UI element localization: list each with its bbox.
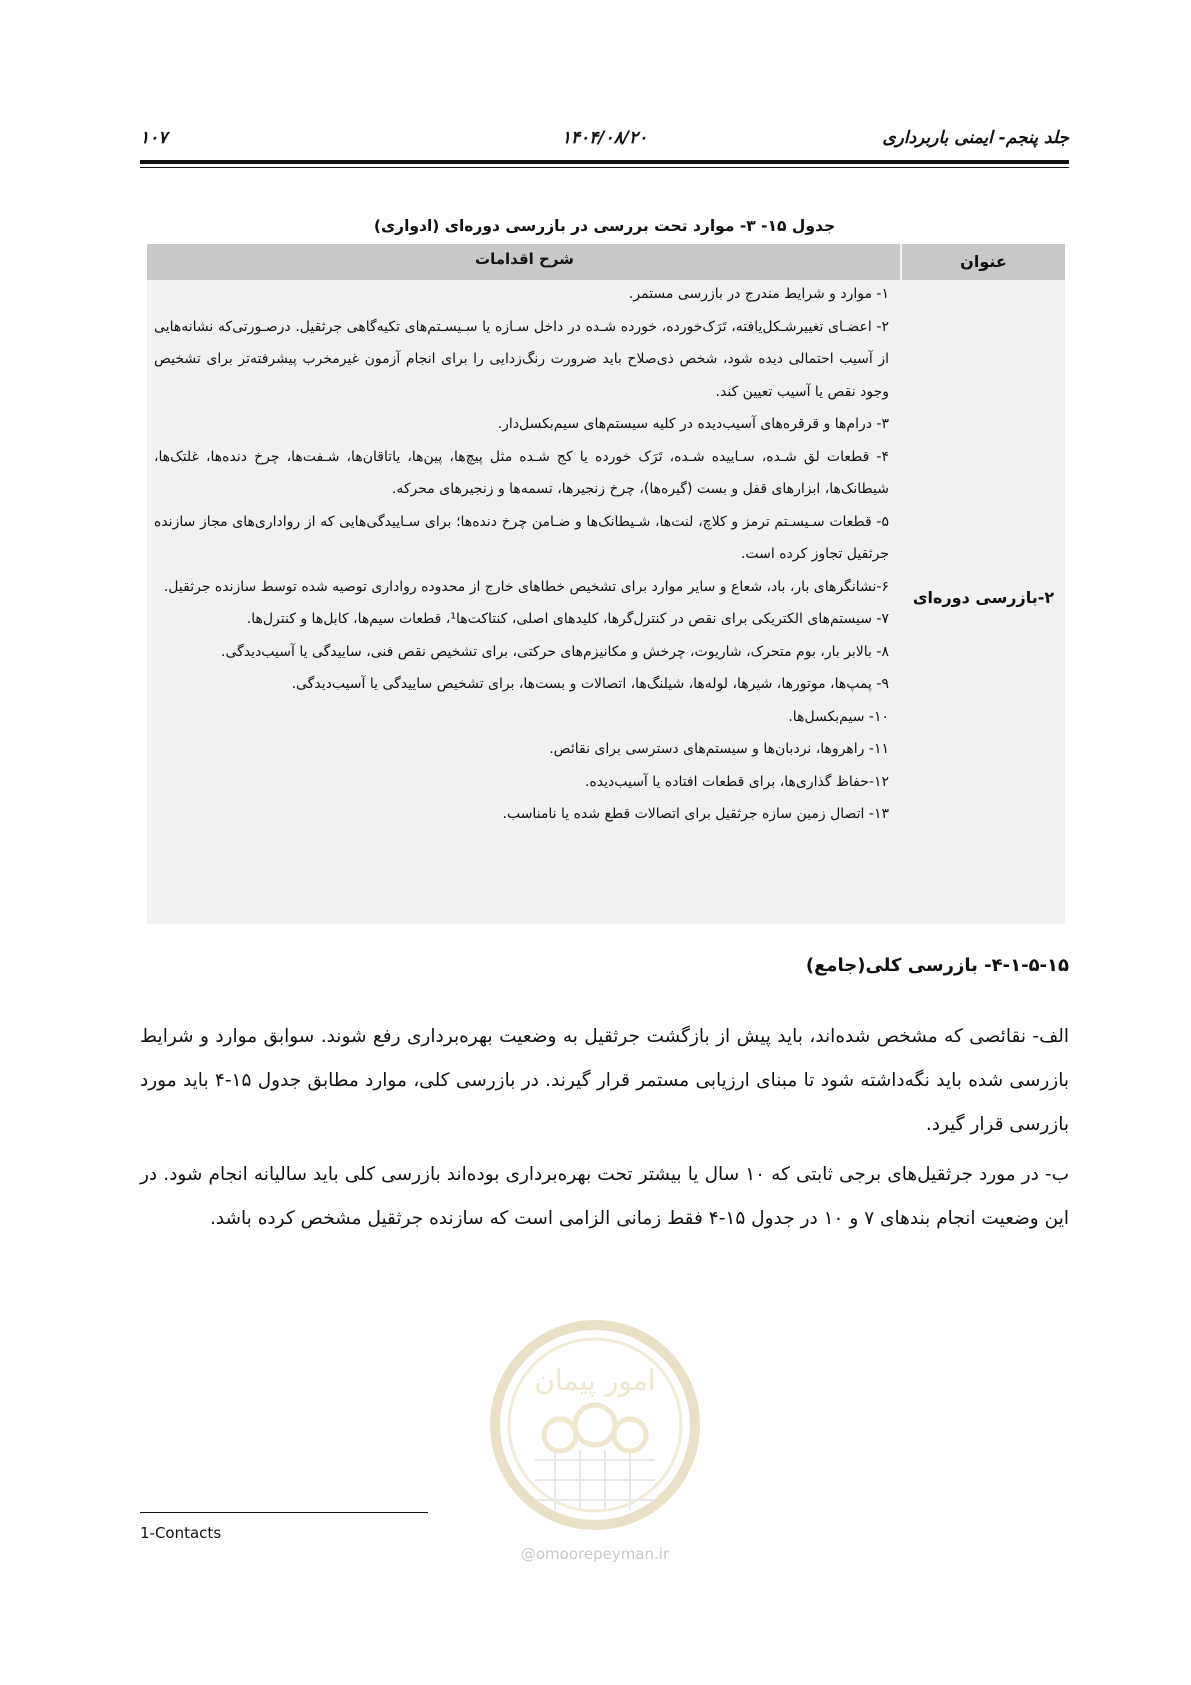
paragraph: الف- نقائصی که مشخص شده‌اند، باید پیش از بازگشت جرثقیل به وضعیت بهره‌برداری رفع شوند. سوابق موارد و شرایط بازرسی شده باید نگه‌داشته شود تا مبنای ارزیابی مستمر قرار گیرند. در بازرسی کلی، موارد مطابق جدول ۱۵-۴ باید مورد بازرسی قرار گیرد.: [140, 1026, 1069, 1135]
list-item: ۱۰- سیم‌بکسل‌ها.: [788, 708, 889, 725]
list-item: ۲- اعضـای تغییرشـکل‌یافته، تَرَک‌خورده، خورده شـده در داخل سـازه یا سـیسـتم‌های تکیه‌گاهی جرثقیل. درصـورتی‌که نشانه‌هایی از آسیب احتمالی دیده شود، شخص ذی‌صلاح باید ضرورت رنگ‌زدایی را برای انجام آزمون غیرمخرب پیشرفته‌تر برای تشخیص وجود نقص یا آسیب تعیین کند.: [154, 318, 889, 400]
list-item: ۹- پمپ‌ها، موتورها، شیرها، لوله‌ها، شیلنگ‌ها، اتصالات و بست‌ها، برای تشخیص ساییدگی یا آسیب‌دیدگی.: [291, 676, 889, 692]
watermark-text: @omoorepeyman.ir: [520, 1545, 670, 1563]
list-item: ۱- موارد و شرایط مندرج در بازرسی مستمر.: [628, 286, 889, 302]
header-description-cell: شرح اقدامات: [475, 250, 574, 268]
list-item: ۷- سیستم‌های الکتریکی برای نقص در کنترل‌گرها، کلیدهای اصلی، کنتاکت‌ها¹، قطعات سیم‌ها، کابل‌ها و کنترل‌ها.: [246, 611, 889, 627]
seal-text: امور پیمان: [534, 1364, 656, 1397]
footnote: 1-Contacts: [140, 1524, 222, 1542]
seal-icon: [480, 1310, 710, 1540]
header-date: ۱۴۰۴/۰۸/۲۰: [561, 128, 648, 148]
table-header-row: [147, 244, 1065, 280]
list-item: ۴- قطعات لق شـده، سـاییده شـده، تَرَک خورده یا کج شـده مثل پیچ‌ها، پین‌ها، یاتاقان‌ها، شـفت‌ها، چرخ دنده‌ها، غلتک‌ها، شیطانک‌ها، ابزارهای قفل و بست (گیره‌ها)، چرخ زنجیرها، تسمه‌ها و زنجیرهای محرکه.: [154, 448, 889, 497]
header-rule-thin: [140, 167, 1069, 168]
list-item: ۵- قطعات سـیسـتم ترمز و کلاچ، لنت‌ها، شـیطانک‌ها و ضـامن چرخ دنده‌ها؛ برای سـاییدگی‌هایی که از رواداری‌های مجاز سازنده جرثقیل تجاوز کرده است.: [154, 513, 889, 562]
header-rule-thick: [140, 160, 1069, 164]
header-title-cell: عنوان: [960, 252, 1007, 271]
list-item: ۱۲-حفاظ گذاری‌ها، برای قطعات افتاده یا آسیب‌دیده.: [584, 773, 889, 790]
list-item: ۳- درام‌ها و قرقره‌های آسیب‌دیده در کلیه سیستم‌های سیم‌بکسل‌دار.: [497, 416, 889, 432]
book-title: جلد پنجم- ایمنی باربرداری: [882, 128, 1069, 148]
footnote-rule: [140, 1512, 428, 1513]
items-list: [154, 278, 889, 831]
list-item: ۶-نشانگرهای بار، باد، شعاع و سایر موارد برای تشخیص خطاهای خارج از محدوده رواداری توصیه شده توسط سازنده جرثقیل.: [163, 578, 889, 595]
section-heading: ۴-۱-۵-۱۵- بازرسی کلی(جامع): [805, 955, 1069, 976]
watermark-seal: [480, 1310, 710, 1570]
page-number: ۱۰۷: [140, 128, 168, 148]
inspection-table: [147, 244, 1065, 924]
list-item: ۱۳- اتصال زمین سازه جرثقیل برای اتصالات قطع شده یا نامناسب.: [502, 806, 889, 822]
row-label: ۲-بازرسی دوره‌ای: [912, 588, 1055, 607]
page-header: [140, 128, 1069, 158]
paragraph: ب- در مورد جرثقیل‌های برجی ثابتی که ۱۰ سال یا بیشتر تحت بهره‌برداری بوده‌اند بازرسی کلی باید سالیانه انجام شود. در این وضعیت انجام بندهای ۷ و ۱۰ در جدول ۱۵-۴ فقط زمانی الزامی است که سازنده جرثقیل مشخص کرده باشد.: [140, 1164, 1069, 1229]
table-caption: جدول ۱۵- ۳- موارد تحت بررسی در بازرسی دوره‌ای (ادواری): [373, 217, 836, 235]
list-item: ۸- بالابر بار، بوم متحرک، شاریوت، چرخش و مکانیزم‌های حرکتی، برای تشخیص نقص فنی، ساییدگی یا آسیب‌دیدگی.: [221, 643, 889, 660]
list-item: ۱۱- راهروها، نردبان‌ها و سیستم‌های دسترسی برای نقائص.: [549, 741, 889, 757]
